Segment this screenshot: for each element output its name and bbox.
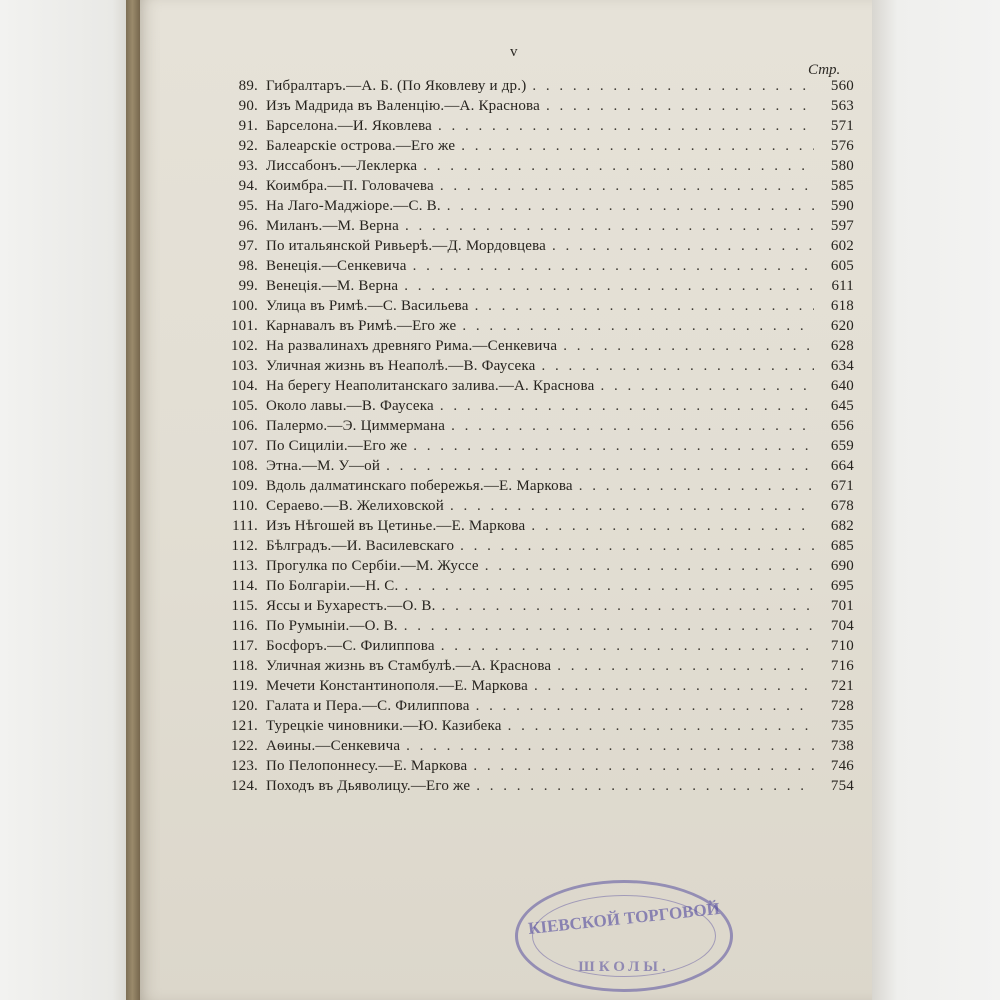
toc-entry-page: 590 (830, 198, 854, 214)
toc-entry-number: 97. (238, 238, 258, 254)
toc-entry-page: 716 (830, 658, 854, 674)
toc-leader-dots (423, 158, 814, 175)
toc-entry-number: 94. (238, 178, 258, 194)
toc-entry-title: Гибралтаръ.—А. Б. (По Яковлеву и др.) (266, 78, 527, 94)
toc-entry-page: 634 (830, 358, 854, 374)
toc-entry-page: 738 (830, 738, 854, 754)
right-background (872, 0, 1000, 1000)
toc-entry-number: 103. (230, 358, 258, 374)
toc-entry-number: 120. (230, 698, 258, 714)
toc-entry-page: 695 (830, 578, 854, 594)
toc-leader-dots (413, 258, 814, 275)
toc-entry (214, 138, 854, 158)
toc-entry (214, 278, 854, 298)
toc-leader-dots (441, 638, 814, 655)
toc-entry-page: 721 (830, 678, 854, 694)
toc-entry-title: По Румыніи.—О. В. (266, 618, 398, 634)
toc-entry (214, 358, 854, 378)
toc-entry-number: 110. (231, 498, 258, 514)
toc-entry-title: Венеція.—М. Верна (266, 278, 399, 294)
toc-entry (214, 618, 854, 638)
toc-entry-title: По Болгаріи.—Н. С. (266, 578, 399, 594)
toc-entry-number: 101. (230, 318, 258, 334)
toc-entry (214, 478, 854, 498)
toc-leader-dots (475, 298, 814, 315)
toc-leader-dots (451, 418, 814, 435)
toc-entry-title: Балеарскіе острова.—Его же (266, 138, 456, 154)
toc-entry-number: 117. (231, 638, 258, 654)
page-roman-numeral: v (510, 44, 518, 60)
toc-entry-page: 597 (830, 218, 854, 234)
toc-entry-title: Около лавы.—В. Фаусека (266, 398, 434, 414)
toc-entry-title: Барселона.—И. Яковлева (266, 118, 433, 134)
toc-entry-number: 108. (230, 458, 258, 474)
toc-entry (214, 538, 854, 558)
toc-entry-number: 106. (230, 418, 258, 434)
toc-entry-page: 659 (830, 438, 854, 454)
toc-entry-page: 576 (830, 138, 854, 154)
toc-entry-page: 685 (830, 538, 854, 554)
toc-entry-number: 92. (238, 138, 258, 154)
stamp-bottom-text: ШКОЛЫ. (578, 959, 670, 975)
toc-entry-page: 571 (830, 118, 854, 134)
toc-entry (214, 318, 854, 338)
toc-leader-dots (476, 698, 814, 715)
toc-entry-title: Коимбра.—П. Головачева (266, 178, 434, 194)
toc-leader-dots (442, 598, 814, 615)
toc-entry (214, 178, 854, 198)
toc-entry (214, 438, 854, 458)
toc-leader-dots (485, 558, 814, 575)
toc-entry-number: 119. (231, 678, 258, 694)
toc-entry-page: 640 (830, 378, 854, 394)
toc-entry-number: 122. (230, 738, 258, 754)
toc-entry-title: Лиссабонъ.—Леклерка (266, 158, 418, 174)
toc-leader-dots (447, 198, 814, 215)
toc-entry-title: Венеція.—Сенкевича (266, 258, 407, 274)
stamp-top-text: КІЕВСКОЙ ТОРГОВОЙ (527, 898, 721, 939)
toc-entry-title: Улица въ Римѣ.—С. Васильева (266, 298, 469, 314)
toc-leader-dots (563, 338, 814, 355)
toc-leader-dots (440, 398, 814, 415)
toc-entry (214, 678, 854, 698)
toc-entry-title: По Пелопоннесу.—Е. Маркова (266, 758, 468, 774)
toc-leader-dots (534, 678, 814, 695)
toc-entry (214, 558, 854, 578)
toc-leader-dots (541, 358, 814, 375)
toc-leader-dots (531, 518, 814, 535)
toc-entry-title: Изъ Нѣгошей въ Цетинье.—Е. Маркова (266, 518, 526, 534)
toc-entry-title: Сераево.—В. Желиховской (266, 498, 444, 514)
toc-entry (214, 118, 854, 138)
toc-entry-title: Уличная жизнь въ Неаполѣ.—В. Фаусека (266, 358, 536, 374)
toc-entry (214, 298, 854, 318)
toc-entry-number: 107. (230, 438, 258, 454)
toc-entry-page: 602 (830, 238, 854, 254)
toc-entry (214, 598, 854, 618)
toc-entry (214, 338, 854, 358)
toc-entry-page: 728 (830, 698, 854, 714)
toc-leader-dots (386, 458, 814, 475)
toc-entry (214, 418, 854, 438)
toc-entry-page: 701 (830, 598, 854, 614)
toc-entry-page: 560 (830, 78, 854, 94)
toc-entry-number: 105. (230, 398, 258, 414)
toc-entry (214, 98, 854, 118)
toc-entry (214, 378, 854, 398)
toc-entry (214, 658, 854, 678)
toc-entry-number: 102. (230, 338, 258, 354)
toc-entry-title: Босфоръ.—С. Филиппова (266, 638, 435, 654)
toc-entry (214, 758, 854, 778)
toc-entry-page: 754 (830, 778, 854, 794)
toc-entry-title: На берегу Неаполитанскаго залива.—А. Краснова (266, 378, 595, 394)
toc-entry-number: 118. (231, 658, 258, 674)
toc-entry-page: 605 (830, 258, 854, 274)
toc-entry (214, 218, 854, 238)
toc-leader-dots (461, 138, 814, 155)
toc-entry (214, 458, 854, 478)
toc-entry-page: 682 (830, 518, 854, 534)
table-of-contents (214, 78, 854, 798)
library-stamp (515, 880, 733, 992)
toc-entry-number: 96. (238, 218, 258, 234)
toc-entry-page: 678 (830, 498, 854, 514)
toc-entry-title: По итальянской Ривьерѣ.—Д. Мордовцева (266, 238, 547, 254)
toc-entry-title: Мечети Константинополя.—Е. Маркова (266, 678, 528, 694)
toc-entry (214, 718, 854, 738)
toc-entry (214, 738, 854, 758)
toc-entry-title: На развалинахъ древняго Рима.—Сенкевича (266, 338, 558, 354)
toc-entry-number: 112. (231, 538, 258, 554)
toc-entry-number: 124. (230, 778, 258, 794)
toc-entry-number: 93. (238, 158, 258, 174)
toc-entry-number: 113. (231, 558, 258, 574)
toc-entry-number: 121. (230, 718, 258, 734)
toc-entry-title: Аѳины.—Сенкевича (266, 738, 401, 754)
toc-leader-dots (546, 98, 814, 115)
toc-entry-page: 618 (830, 298, 854, 314)
toc-entry-title: Карнавалъ въ Римѣ.—Его же (266, 318, 457, 334)
left-background (0, 0, 132, 1000)
toc-leader-dots (532, 78, 814, 95)
toc-entry-number: 98. (238, 258, 258, 274)
toc-entry-number: 91. (238, 118, 258, 134)
toc-entry-page: 620 (830, 318, 854, 334)
toc-entry-title: Прогулка по Сербіи.—М. Жуссе (266, 558, 479, 574)
toc-leader-dots (552, 238, 814, 255)
toc-entry-title: Яссы и Бухарестъ.—О. В. (266, 598, 436, 614)
toc-entry-page: 690 (830, 558, 854, 574)
toc-entry-title: Галата и Пера.—С. Филиппова (266, 698, 470, 714)
toc-entry-number: 115. (231, 598, 258, 614)
toc-entry-title: Этна.—М. У—ой (266, 458, 381, 474)
toc-leader-dots (405, 218, 814, 235)
toc-entry-page: 611 (831, 278, 854, 294)
toc-leader-dots (508, 718, 814, 735)
toc-entry-title: На Лаго-Маджіоре.—С. В. (266, 198, 441, 214)
toc-entry-page: 563 (830, 98, 854, 114)
toc-entry-title: Походъ въ Дьяволицу.—Его же (266, 778, 471, 794)
toc-entry-title: Изъ Мадрида въ Валенцію.—А. Краснова (266, 98, 540, 114)
toc-leader-dots (404, 618, 814, 635)
toc-leader-dots (473, 758, 814, 775)
toc-entry-page: 645 (830, 398, 854, 414)
toc-entry (214, 578, 854, 598)
toc-entry-page: 585 (830, 178, 854, 194)
toc-entry (214, 78, 854, 98)
toc-entry (214, 398, 854, 418)
toc-entry-page: 580 (830, 158, 854, 174)
toc-leader-dots (404, 578, 814, 595)
toc-entry (214, 238, 854, 258)
toc-entry-number: 99. (238, 278, 258, 294)
toc-entry (214, 778, 854, 798)
toc-entry-page: 710 (830, 638, 854, 654)
toc-leader-dots (557, 658, 814, 675)
toc-entry-title: Вдоль далматинскаго побережья.—Е. Маркова (266, 478, 573, 494)
toc-entry-number: 104. (230, 378, 258, 394)
toc-entry-page: 656 (830, 418, 854, 434)
toc-leader-dots (404, 278, 814, 295)
toc-leader-dots (462, 318, 814, 335)
toc-entry (214, 518, 854, 538)
toc-entry-number: 100. (230, 298, 258, 314)
toc-leader-dots (440, 178, 814, 195)
toc-entry-number: 90. (238, 98, 258, 114)
toc-leader-dots (460, 538, 814, 555)
toc-entry (214, 638, 854, 658)
toc-entry-number: 123. (230, 758, 258, 774)
toc-entry-title: Палермо.—Э. Циммермана (266, 418, 446, 434)
toc-entry-number: 114. (231, 578, 258, 594)
toc-leader-dots (476, 778, 814, 795)
toc-leader-dots (579, 478, 814, 495)
toc-entry (214, 198, 854, 218)
toc-entry-page: 628 (830, 338, 854, 354)
toc-entry (214, 698, 854, 718)
toc-leader-dots (450, 498, 814, 515)
toc-leader-dots (413, 438, 814, 455)
toc-leader-dots (438, 118, 814, 135)
toc-entry (214, 158, 854, 178)
toc-leader-dots (600, 378, 814, 395)
toc-entry-number: 116. (231, 618, 258, 634)
toc-entry-page: 746 (830, 758, 854, 774)
toc-entry-title: По Сициліи.—Его же (266, 438, 408, 454)
toc-entry (214, 258, 854, 278)
toc-entry-title: Бѣлградъ.—И. Василевскаго (266, 538, 455, 554)
toc-entry-number: 89. (238, 78, 258, 94)
toc-entry-title: Миланъ.—М. Верна (266, 218, 399, 234)
toc-entry-page: 735 (830, 718, 854, 734)
page-column-header: Стр. (808, 62, 841, 78)
toc-entry (214, 498, 854, 518)
toc-leader-dots (406, 738, 814, 755)
toc-entry-number: 111. (232, 518, 258, 534)
toc-entry-number: 109. (230, 478, 258, 494)
toc-entry-page: 664 (830, 458, 854, 474)
toc-entry-number: 95. (238, 198, 258, 214)
toc-entry-page: 671 (830, 478, 854, 494)
toc-entry-title: Турецкіе чиновники.—Ю. Казибека (266, 718, 502, 734)
toc-entry-page: 704 (830, 618, 854, 634)
toc-entry-title: Уличная жизнь въ Стамбулѣ.—А. Краснова (266, 658, 552, 674)
